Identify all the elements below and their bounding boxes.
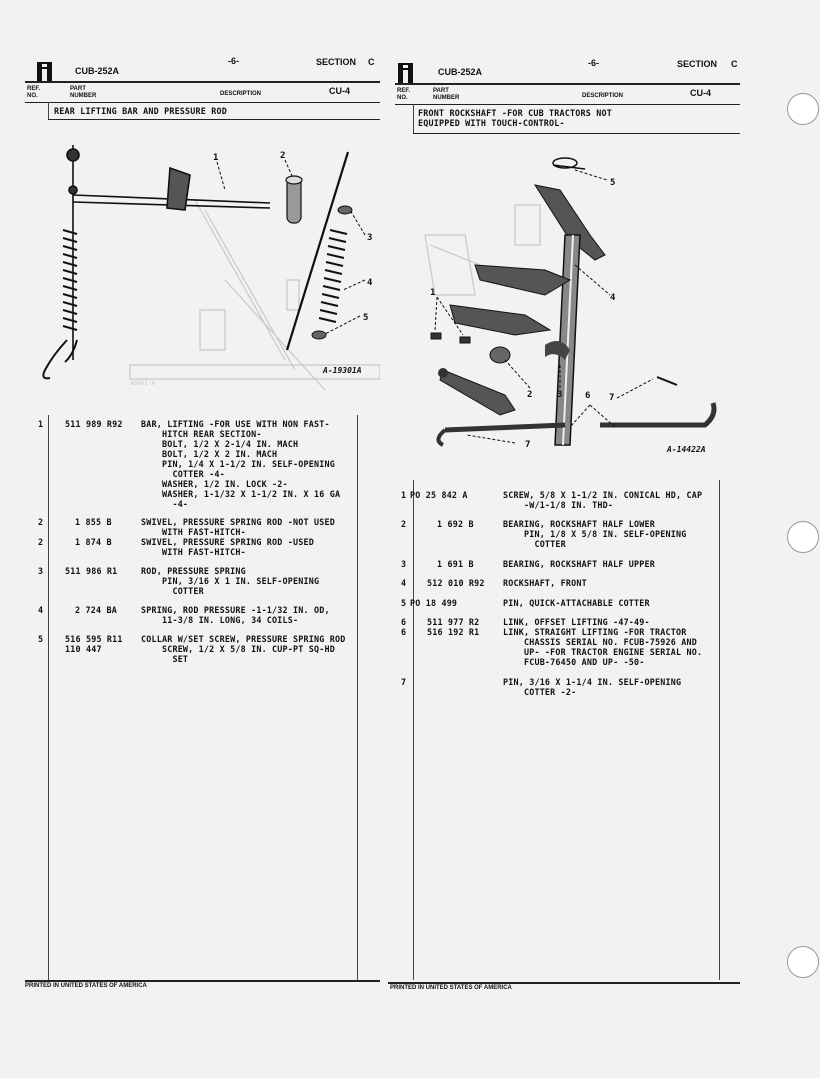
right-row-1-ref: 1 xyxy=(401,490,407,500)
right-row-7-desc: LINK, STRAIGHT LIFTING -FOR TRACTOR CHASSIS SERIAL NO. FCUB-75926 AND UP- -FOR TRACTOR ENGINE SERIAL NO. FCUB-76450 AND UP- -50- xyxy=(503,627,703,667)
ih-logo xyxy=(37,62,52,82)
right-col-part: PART NUMBER xyxy=(433,88,460,101)
left-figure-id: A-19301A xyxy=(323,366,362,375)
left-footer: PRINTED IN UNITED STATES OF AMERICA xyxy=(25,983,147,989)
right-row-7-part: 516 192 R1 xyxy=(427,627,480,637)
left-row-5-part: 2 724 BA xyxy=(75,605,117,615)
right-page-number: -6- xyxy=(588,58,599,68)
right-row-8-desc: PIN, 3/16 X 1-1/4 IN. SELF-OPENING COTTER -2- xyxy=(503,677,682,697)
left-row-4-desc: ROD, PRESSURE SPRING PIN, 3/16 X 1 IN. SELF-OPENING COTTER xyxy=(141,566,320,596)
left-row-6-part: 516 595 R11 110 447 xyxy=(65,634,123,654)
left-callout-4: 4 xyxy=(367,278,373,288)
svg-text:A6001-A: A6001-A xyxy=(130,380,156,387)
right-col-desc: DESCRIPTION xyxy=(582,93,624,99)
ih-logo xyxy=(398,63,413,83)
right-callout-6: 6 xyxy=(585,391,591,401)
left-row-2-part: 1 855 B xyxy=(75,517,112,527)
right-row-3-desc: BEARING, ROCKSHAFT HALF UPPER xyxy=(503,559,656,569)
right-callout-2: 2 xyxy=(527,390,533,400)
right-col-ref: REF. NO. xyxy=(397,88,411,101)
right-callout-4: 4 xyxy=(610,293,616,303)
left-page-number: -6- xyxy=(228,56,239,66)
right-row-7-ref: 6 xyxy=(401,627,407,637)
right-callout-7a: 7 xyxy=(609,393,615,403)
right-model: CUB-252A xyxy=(438,67,483,77)
left-col-part: PART NUMBER xyxy=(70,86,97,99)
left-col-ref: REF. NO. xyxy=(27,86,41,99)
right-callout-5: 5 xyxy=(610,178,616,188)
left-row-5-desc: SPRING, ROD PRESSURE -1-1/32 IN. OD, 11-3/8 IN. LONG, 34 COILS- xyxy=(141,605,330,625)
right-section-heading: FRONT ROCKSHAFT -FOR CUB TRACTORS NOT EQUIPPED WITH TOUCH-CONTROL- xyxy=(418,108,612,128)
left-row-6-ref: 5 xyxy=(38,634,44,644)
right-code: CU-4 xyxy=(690,88,712,98)
left-callout-5: 5 xyxy=(363,313,369,323)
right-row-2-ref: 2 xyxy=(401,519,407,529)
left-row-2-ref: 2 xyxy=(38,517,44,527)
right-row-4-ref: 4 xyxy=(401,578,407,588)
binder-hole-bottom xyxy=(787,946,819,978)
right-row-5-desc: PIN, QUICK-ATTACHABLE COTTER xyxy=(503,598,650,608)
left-row-5-ref: 4 xyxy=(38,605,44,615)
left-section-letter: C xyxy=(368,57,375,67)
right-row-2-desc: BEARING, ROCKSHAFT HALF LOWER PIN, 1/8 X 5/8 IN. SELF-OPENING COTTER xyxy=(503,519,687,549)
left-row-3-ref: 2 xyxy=(38,537,44,547)
left-callout-1: 1 xyxy=(213,153,219,163)
binder-hole-top xyxy=(787,93,819,125)
left-row-6-desc: COLLAR W/SET SCREW, PRESSURE SPRING ROD SCREW, 1/2 X 5/8 IN. CUP-PT SQ-HD SET xyxy=(141,634,346,664)
right-row-1-part: PO 25 842 A xyxy=(410,490,468,500)
left-row-2-desc: SWIVEL, PRESSURE SPRING ROD -NOT USED WITH FAST-HITCH- xyxy=(141,517,335,537)
left-row-1-ref: 1 xyxy=(38,419,44,429)
right-row-5-part: PO 18 499 xyxy=(410,598,458,608)
left-col-desc: DESCRIPTION xyxy=(220,91,262,97)
right-parts-illustration xyxy=(395,145,740,465)
left-row-3-part: 1 874 B xyxy=(75,537,112,547)
right-row-4-part: 512 010 R92 xyxy=(427,578,485,588)
binder-hole-middle xyxy=(787,521,819,553)
left-code: CU-4 xyxy=(329,86,351,96)
right-row-6-ref: 6 xyxy=(401,617,407,627)
right-section-letter: C xyxy=(731,59,738,69)
left-section-word: SECTION xyxy=(316,57,357,67)
left-row-3-desc: SWIVEL, PRESSURE SPRING ROD -USED WITH FAST-HITCH- xyxy=(141,537,314,557)
right-callout-3: 3 xyxy=(557,390,563,400)
left-parts-illustration xyxy=(25,130,380,400)
left-row-4-part: 511 986 R1 xyxy=(65,566,118,576)
left-row-4-ref: 3 xyxy=(38,566,44,576)
right-callout-7b: 7 xyxy=(525,440,531,450)
left-row-1-desc: BAR, LIFTING -FOR USE WITH NON FAST- HITCH REAR SECTION- BOLT, 1/2 X 2-1/4 IN. MACH BOLT, 1/2 X 2 IN. MACH PIN, 1/4 X 1-1/2 IN. SELF-OPENING COTTER -4- WASHER, 1/2 IN. LOCK -2- WASHER, 1-1/32 X 1-1/2 IN. X 16 GA -4- xyxy=(141,419,341,509)
right-row-5-ref: 5 xyxy=(401,598,407,608)
right-row-6-desc: LINK, OFFSET LIFTING -47-49- xyxy=(503,617,650,627)
right-footer: PRINTED IN UNITED STATES OF AMERICA xyxy=(390,985,512,991)
left-row-1-part: 511 989 R92 xyxy=(65,419,123,429)
left-callout-3: 3 xyxy=(367,233,373,243)
left-callout-2: 2 xyxy=(280,151,286,161)
left-section-heading: REAR LIFTING BAR AND PRESSURE ROD xyxy=(54,106,227,116)
right-row-3-ref: 3 xyxy=(401,559,407,569)
right-row-4-desc: ROCKSHAFT, FRONT xyxy=(503,578,587,588)
right-row-8-ref: 7 xyxy=(401,677,407,687)
right-row-2-part: 1 692 B xyxy=(437,519,474,529)
right-figure-id: A-14422A xyxy=(667,445,706,454)
left-model: CUB-252A xyxy=(75,66,120,76)
right-section-word: SECTION xyxy=(677,59,718,69)
right-row-3-part: 1 691 B xyxy=(437,559,474,569)
right-callout-1: 1 xyxy=(430,288,436,298)
right-row-1-desc: SCREW, 5/8 X 1-1/2 IN. CONICAL HD, CAP -W/1-1/8 IN. THD- xyxy=(503,490,703,510)
right-row-6-part: 511 977 R2 xyxy=(427,617,480,627)
